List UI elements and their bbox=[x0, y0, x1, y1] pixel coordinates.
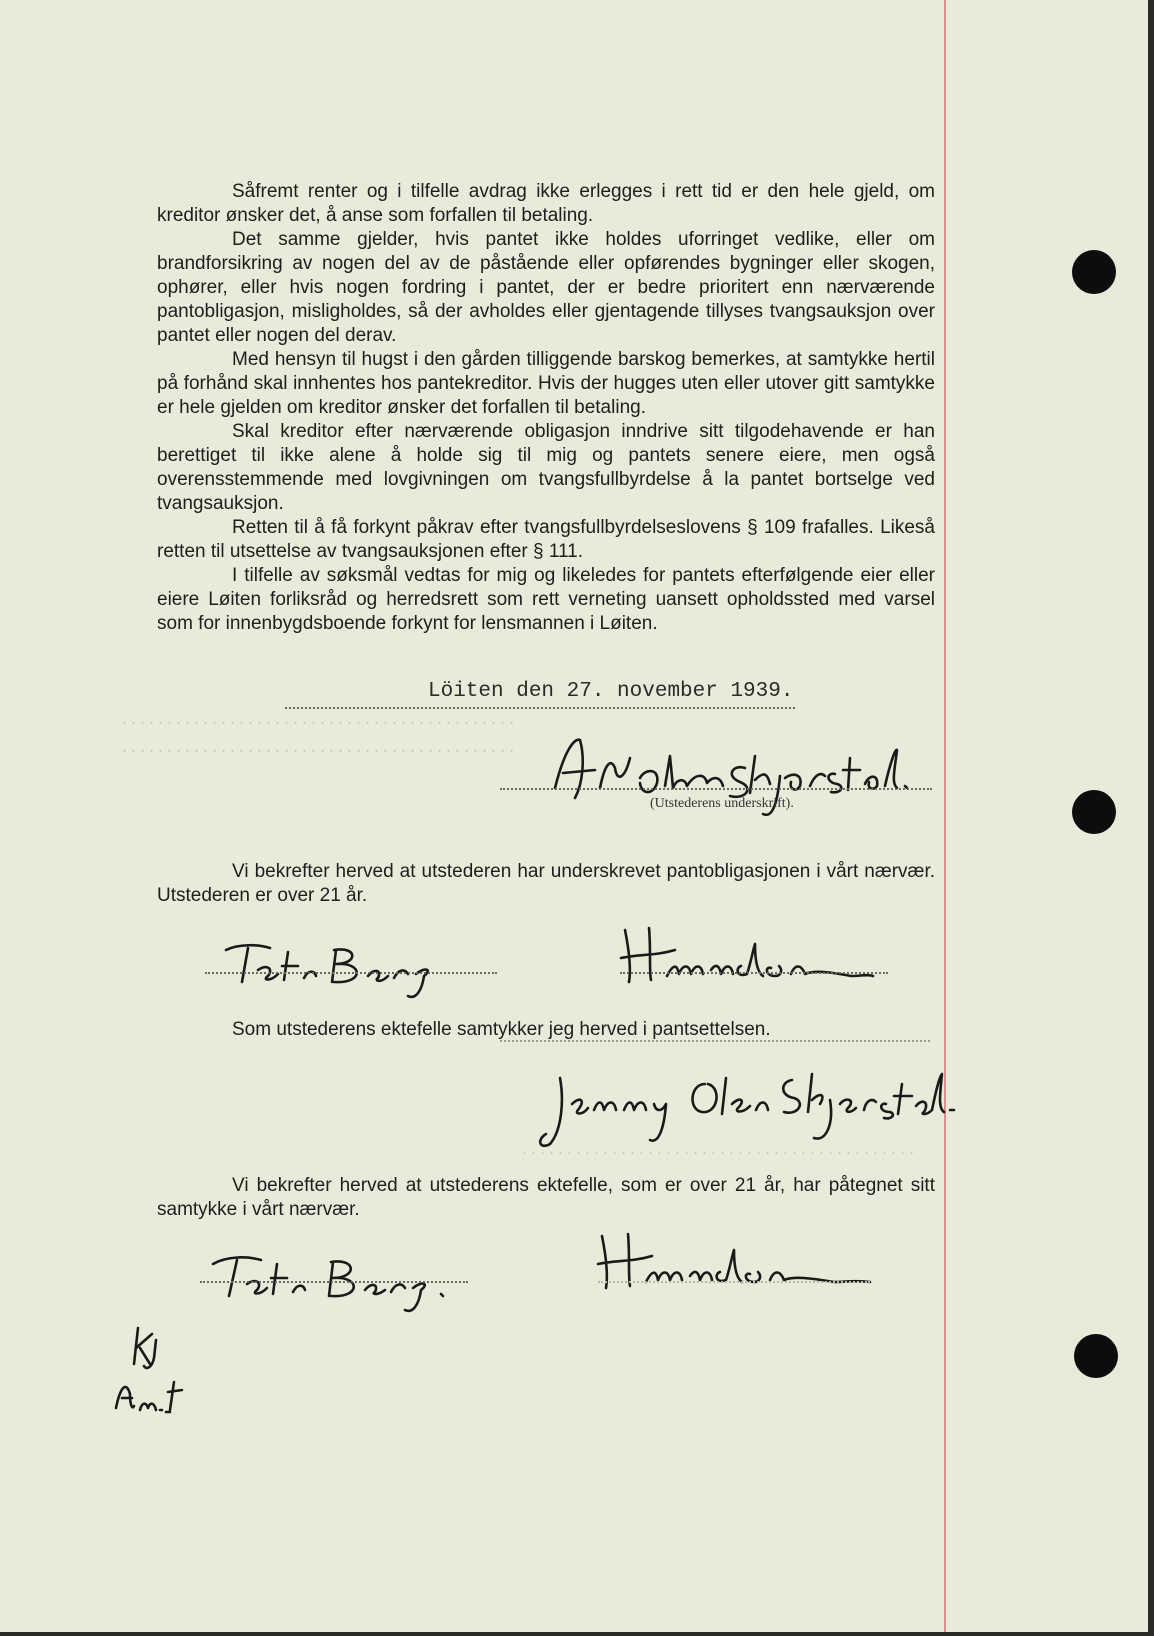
spouse-consent-dots bbox=[500, 1040, 930, 1042]
bleed-through-text: ............................................ bbox=[120, 740, 517, 757]
paragraph: Det samme gjelder, hvis pantet ikke holdes uforringet vedlike, eller om brandforsikring av nogen del av de påstående eller opførendes bygninger eller skogen, ophører, eller hvis nogen fordring i pantet, der er bedre prioritert enn nærværende pantobligasjon, misligholdes, så der avholdes eller gjentagende tillyses tvangsauksjon over pantet eller nogen del derav. bbox=[157, 229, 935, 346]
issuer-signature-line bbox=[500, 788, 932, 790]
paragraph: Retten til å få forkynt påkrav efter tvangsfullbyrdelseslovens § 109 frafalles. Likeså retten til utsettelse av tvangsauksjonen efter § 111. bbox=[157, 517, 935, 562]
obligation-terms bbox=[157, 180, 935, 636]
witness-1b-signature bbox=[205, 1238, 475, 1328]
punch-hole-top bbox=[1072, 250, 1116, 294]
issuer-caption: (Utstederens underskrift). bbox=[650, 796, 794, 811]
witness-statement: Vi bekrefter herved at utstederen har underskrevet pantobligasjonen i vårt nærvær. Utstederen er over 21 år. bbox=[157, 861, 935, 906]
witness-2-line bbox=[620, 972, 888, 974]
bleed-through-text: ............................................ bbox=[120, 712, 517, 729]
witness-2b-signature bbox=[590, 1222, 890, 1302]
spouse-signature bbox=[530, 1060, 990, 1160]
bleed-through-text: ............................................ bbox=[520, 1142, 917, 1159]
punch-hole-bottom bbox=[1074, 1334, 1118, 1378]
paragraph: I tilfelle av søksmål vedtas for mig og likeledes for pantets efterfølgende eier eller eiere Løiten forliksråd og herredsrett som rett verneting uansett opholdssted med varsel som for innenbygdsboende forkynt for lensmannen i Løiten. bbox=[157, 565, 935, 634]
witness-2b-line bbox=[598, 1281, 870, 1283]
witness-2-signature bbox=[615, 920, 895, 1000]
witness-1-signature bbox=[218, 930, 468, 1000]
spouse-consent: Som utstederens ektefelle samtykker jeg herved i pantsettelsen. bbox=[232, 1019, 771, 1040]
witness-1b-line bbox=[200, 1281, 468, 1283]
date-dotted-line bbox=[285, 707, 795, 709]
paragraph: Såfremt renter og i tilfelle avdrag ikke erlegges i rett tid er den hele gjeld, om kreditor ønsker det, å anse som forfallen til betaling. bbox=[157, 181, 935, 226]
punch-hole-middle bbox=[1072, 790, 1116, 834]
spouse-witness-statement: Vi bekrefter herved at utstederens ektefelle, som er over 21 år, har påtegnet sitt samtykke i vårt nærvær. bbox=[157, 1175, 935, 1220]
paragraph: Med hensyn til hugst i den gården tilliggende barskog bemerkes, at samtykke hertil på forhånd skal innhentes hos pantekreditor. Hvis der hugges uten eller utover gitt samtykke er hele gjelden om kreditor ønsker det forfallen til betaling. bbox=[157, 349, 935, 418]
margin-initials bbox=[108, 1318, 208, 1428]
paragraph: Skal kreditor efter nærværende obligasjon inndrive sitt tilgodehavende er han berettiget til ikke alene å holde sig til mig og pantets senere eiere, men også overensstemmende med lovgivningen om tvangsfullbyrdelse å la pantet bortselge ved tvangsauksjon. bbox=[157, 421, 935, 514]
witness-1-line bbox=[205, 972, 497, 974]
date-place-line: Löiten den 27. november 1939. bbox=[428, 680, 794, 703]
